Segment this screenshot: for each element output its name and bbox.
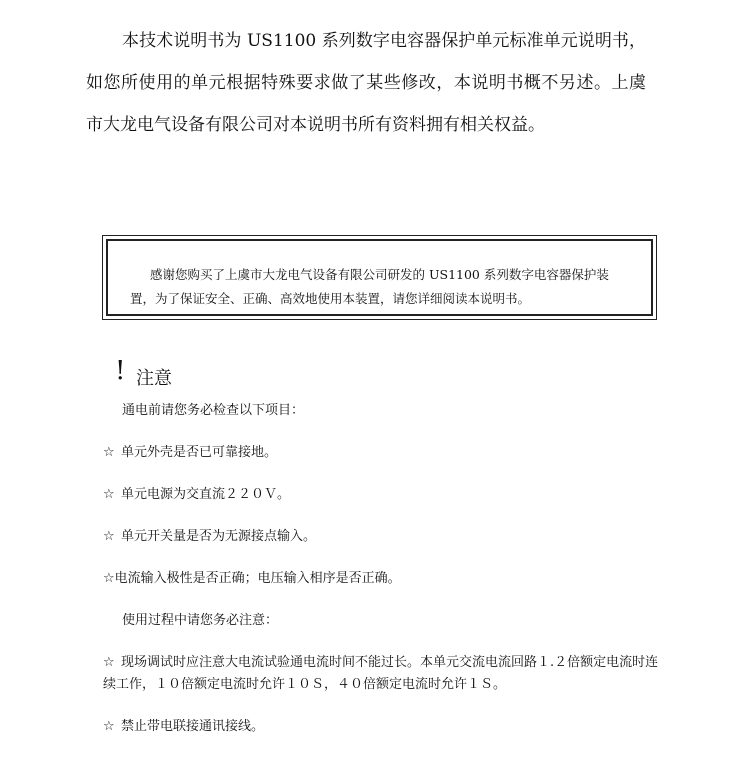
intro-paragraph: 本技术说明书为 US1100 系列数字电容器保护单元标准单元说明书，如您所使用的单元根据特殊要求做了某些修改，本说明书概不另述。上虞市大龙电气设备有限公司对本说明书所有资料拥有相关权益。 (86, 31, 646, 135)
star-icon: ☆ (103, 571, 115, 586)
thanks-text-content: 感谢您购买了上虞市大龙电气设备有限公司研发的 US1100 系列数字电容器保护装置，为了保证安全、正确、高效地使用本装置，请您详细阅读本说明书。 (130, 267, 609, 306)
thanks-box (102, 235, 657, 320)
star-icon: ☆ (103, 529, 115, 544)
check-text: 单元外壳是否已可靠接地。 (121, 445, 278, 460)
caution-text: 现场调试时应注意大电流试验通电流时间不能过长。本单元交流电流回路１.２倍额定电流时连续工作，１０倍额定电流时允许１０Ｓ，４０倍额定电流时允许１Ｓ。 (103, 655, 659, 692)
star-icon: ☆ (103, 445, 115, 460)
check-item (103, 526, 316, 548)
before-power-on-heading: 通电前请您务必检查以下项目： (122, 403, 305, 418)
caution-text: 禁止带电联接通讯接线。 (121, 719, 265, 734)
during-use-heading: 使用过程中请您务必注意： (122, 613, 279, 628)
star-icon: ☆ (103, 719, 115, 734)
check-text: 电流输入极性是否正确；电压输入相序是否正确。 (114, 571, 401, 586)
check-text: 单元开关量是否为无源接点输入。 (121, 529, 317, 544)
thanks-text (130, 263, 630, 311)
star-icon: ☆ (103, 655, 115, 670)
notice-title: 注意 (136, 368, 172, 389)
check-item (103, 568, 401, 590)
check-text: 单元电源为交直流２２０Ｖ。 (121, 487, 291, 502)
check-item (103, 484, 290, 506)
intro-section (86, 20, 646, 146)
caution-item (103, 716, 264, 738)
star-icon: ☆ (103, 487, 115, 502)
thanks-box-inner-border (106, 239, 653, 316)
check-item (103, 442, 277, 464)
exclamation-icon: ! (115, 356, 126, 386)
caution-item (103, 652, 663, 696)
